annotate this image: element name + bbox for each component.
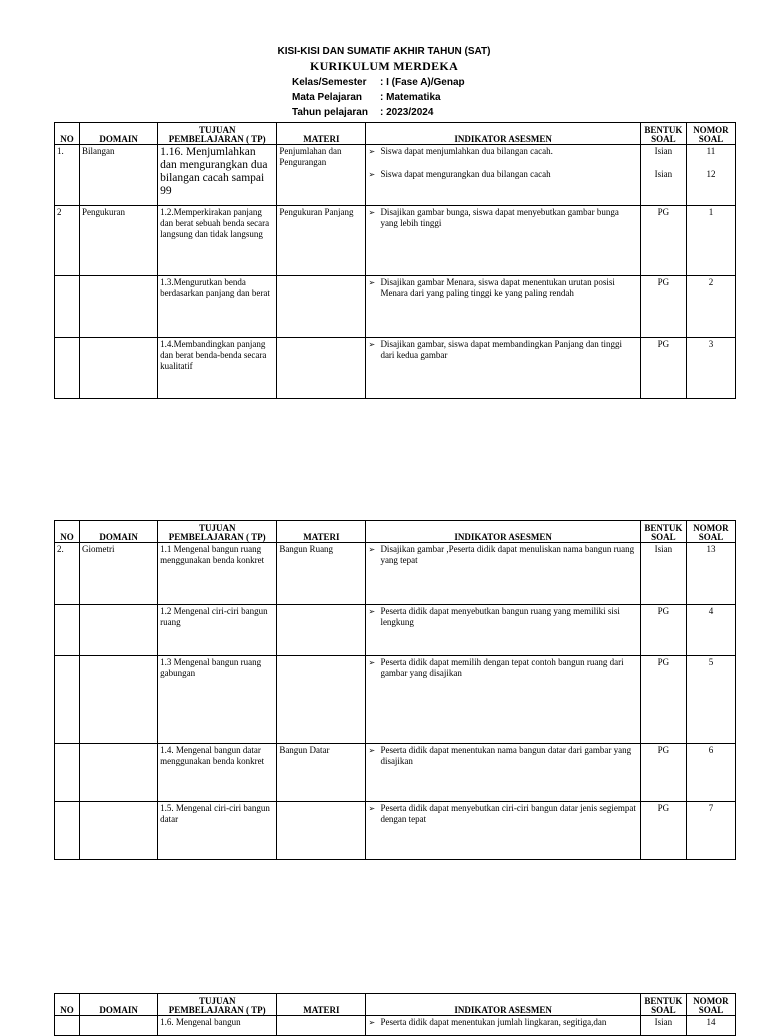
arrow-bullet-icon: ➢ bbox=[368, 545, 376, 554]
indikator-text: Disajikan gambar bunga, siswa dapat menyebutkan gambar bunga yang lebih tinggi bbox=[380, 207, 619, 228]
col-tujuan bbox=[158, 994, 277, 1016]
indikator-item bbox=[368, 657, 637, 679]
nomor-value: 1 bbox=[708, 207, 714, 217]
col-domain: DOMAIN bbox=[80, 521, 158, 543]
arrow-bullet-icon: ➢ bbox=[368, 1018, 376, 1027]
cell-nomor bbox=[686, 744, 735, 802]
cell-tujuan: 1.4.Membandingkan panjang dan berat benda-benda secara kualitatif bbox=[158, 338, 277, 399]
cell-nomor bbox=[686, 656, 735, 744]
arrow-bullet-icon: ➢ bbox=[368, 746, 376, 755]
cell-no: 1. bbox=[55, 145, 80, 206]
arrow-bullet-icon: ➢ bbox=[368, 804, 376, 813]
bentuk-value: PG bbox=[657, 606, 670, 616]
nomor-value: 4 bbox=[708, 606, 714, 616]
indikator-item bbox=[368, 745, 637, 767]
arrow-bullet-icon: ➢ bbox=[368, 340, 376, 349]
bentuk-value: PG bbox=[657, 803, 670, 813]
col-nomor-line2: SOAL bbox=[698, 1005, 724, 1015]
cell-no bbox=[55, 605, 80, 656]
col-bentuk-line1: BENTUK bbox=[644, 523, 683, 533]
cell-indikator bbox=[366, 206, 640, 276]
cell-domain: Giometri bbox=[80, 543, 158, 605]
meta-value: : I (Fase A)/Genap bbox=[380, 77, 465, 88]
indikator-item bbox=[368, 606, 637, 628]
cell-domain bbox=[80, 605, 158, 656]
cell-tujuan: 1.4. Mengenal bangun datar menggunakan benda konkret bbox=[158, 744, 277, 802]
meta-value: : 2023/2024 bbox=[380, 107, 434, 118]
cell-no bbox=[55, 744, 80, 802]
cell-indikator bbox=[366, 145, 640, 206]
cell-nomor bbox=[686, 543, 735, 605]
col-bentuk-line2: SOAL bbox=[651, 134, 676, 144]
cell-materi: Bangun Ruang bbox=[277, 543, 366, 605]
cell-tujuan: 1.5. Mengenal ciri-ciri bangun datar bbox=[158, 802, 277, 860]
indikator-text: Siswa dapat mengurangkan dua bilangan cacah bbox=[380, 169, 551, 179]
col-bentuk bbox=[640, 123, 686, 145]
indikator-text: Peserta didik dapat menyebutkan ciri-ciri bangun datar jenis segiempat dengan tepat bbox=[380, 803, 636, 824]
cell-indikator bbox=[366, 605, 640, 656]
bentuk-value: Isian bbox=[654, 169, 673, 179]
col-bentuk-line2: SOAL bbox=[651, 1005, 676, 1015]
cell-nomor bbox=[686, 802, 735, 860]
col-nomor-line2: SOAL bbox=[698, 532, 724, 542]
cell-domain: Bilangan bbox=[80, 145, 158, 206]
indikator-text: Siswa dapat menjumlahkan dua bilangan cacah. bbox=[380, 146, 553, 156]
cell-tujuan: 1.16. Menjumlahkan dan mengurangkan dua bilangan cacah sampai 99 bbox=[158, 145, 277, 206]
arrow-bullet-icon: ➢ bbox=[368, 208, 376, 217]
nomor-value: 11 bbox=[706, 146, 716, 156]
cell-bentuk bbox=[640, 656, 686, 744]
table-row bbox=[55, 145, 736, 206]
kisi-kisi-table-2 bbox=[54, 520, 736, 860]
cell-nomor bbox=[686, 276, 735, 338]
cell-no: 2. bbox=[55, 543, 80, 605]
indikator-item bbox=[368, 1017, 637, 1028]
indikator-text: Disajikan gambar ,Peserta didik dapat menuliskan nama bangun ruang yang tepat bbox=[380, 544, 635, 565]
meta-label: Tahun pelajaran bbox=[292, 107, 368, 118]
col-nomor bbox=[686, 123, 735, 145]
cell-no bbox=[55, 656, 80, 744]
col-bentuk-line2: SOAL bbox=[651, 532, 676, 542]
header-row bbox=[55, 521, 736, 543]
indikator-item bbox=[368, 339, 637, 361]
meta-tahun bbox=[292, 107, 433, 121]
nomor-value: 12 bbox=[706, 169, 716, 179]
table-row bbox=[55, 656, 736, 744]
indikator-text: Peserta didik dapat menentukan nama bangun datar dari gambar yang disajikan bbox=[380, 745, 632, 766]
col-nomor-line2: SOAL bbox=[698, 134, 724, 144]
cell-domain bbox=[80, 656, 158, 744]
cell-indikator bbox=[366, 1016, 640, 1036]
col-no: NO bbox=[55, 994, 80, 1016]
col-indikator: INDIKATOR ASESMEN bbox=[366, 123, 640, 145]
cell-tujuan: 1.3 Mengenal bangun ruang gabungan bbox=[158, 656, 277, 744]
cell-domain bbox=[80, 744, 158, 802]
cell-bentuk bbox=[640, 802, 686, 860]
indikator-item bbox=[368, 207, 637, 229]
col-nomor bbox=[686, 521, 735, 543]
meta-kelas bbox=[292, 77, 465, 91]
cell-materi bbox=[277, 338, 366, 399]
col-nomor-line1: NOMOR bbox=[693, 996, 729, 1006]
col-no: NO bbox=[55, 521, 80, 543]
cell-bentuk bbox=[640, 276, 686, 338]
cell-bentuk bbox=[640, 605, 686, 656]
meta-label: Kelas/Semester bbox=[292, 77, 367, 88]
indikator-text: Disajikan gambar Menara, siswa dapat menentukan urutan posisi Menara dari yang paling tinggi ke yang paling rendah bbox=[380, 277, 615, 298]
cell-indikator bbox=[366, 802, 640, 860]
table-row bbox=[55, 744, 736, 802]
cell-tujuan: 1.3.Mengurutkan benda berdasarkan panjang dan berat bbox=[158, 276, 277, 338]
cell-indikator bbox=[366, 276, 640, 338]
nomor-value: 14 bbox=[706, 1017, 716, 1027]
header-row bbox=[55, 994, 736, 1016]
cell-materi: Pengukuran Panjang bbox=[277, 206, 366, 276]
cell-bentuk bbox=[640, 206, 686, 276]
arrow-bullet-icon: ➢ bbox=[368, 607, 376, 616]
cell-indikator bbox=[366, 338, 640, 399]
cell-materi bbox=[277, 1016, 366, 1036]
col-tujuan-line2: PEMBELAJARAN ( TP) bbox=[168, 1005, 266, 1015]
cell-tujuan: 1.6. Mengenal bangun bbox=[158, 1016, 277, 1036]
cell-no bbox=[55, 1016, 80, 1036]
table-row bbox=[55, 543, 736, 605]
cell-bentuk bbox=[640, 543, 686, 605]
arrow-bullet-icon: ➢ bbox=[368, 170, 376, 179]
col-materi: MATERI bbox=[277, 994, 366, 1016]
nomor-value: 3 bbox=[708, 339, 714, 349]
cell-bentuk bbox=[640, 1016, 686, 1036]
col-tujuan-line2: PEMBELAJARAN ( TP) bbox=[168, 134, 266, 144]
col-tujuan bbox=[158, 521, 277, 543]
bentuk-value: Isian bbox=[654, 146, 673, 156]
cell-domain: Pengukuran bbox=[80, 206, 158, 276]
cell-nomor bbox=[686, 145, 735, 206]
col-no: NO bbox=[55, 123, 80, 145]
table-row bbox=[55, 1016, 736, 1036]
table-row bbox=[55, 206, 736, 276]
cell-indikator bbox=[366, 543, 640, 605]
meta-label: Mata Pelajaran bbox=[292, 92, 363, 103]
col-indikator: INDIKATOR ASESMEN bbox=[366, 994, 640, 1016]
bentuk-value: Isian bbox=[654, 1017, 673, 1027]
cell-nomor bbox=[686, 605, 735, 656]
bentuk-value: PG bbox=[657, 277, 670, 287]
cell-materi: Bangun Datar bbox=[277, 744, 366, 802]
col-tujuan-line1: TUJUAN bbox=[198, 523, 236, 533]
cell-domain bbox=[80, 338, 158, 399]
arrow-bullet-icon: ➢ bbox=[368, 278, 376, 287]
kisi-kisi-table-3 bbox=[54, 993, 736, 1036]
bentuk-value: PG bbox=[657, 339, 670, 349]
nomor-value: 7 bbox=[708, 803, 714, 813]
col-tujuan-line2: PEMBELAJARAN ( TP) bbox=[168, 532, 266, 542]
indikator-item bbox=[368, 169, 637, 180]
arrow-bullet-icon: ➢ bbox=[368, 658, 376, 667]
cell-nomor bbox=[686, 338, 735, 399]
header-row bbox=[55, 123, 736, 145]
col-bentuk bbox=[640, 994, 686, 1016]
col-materi: MATERI bbox=[277, 123, 366, 145]
cell-no: 2 bbox=[55, 206, 80, 276]
col-bentuk-line1: BENTUK bbox=[644, 996, 683, 1006]
indikator-item bbox=[368, 544, 637, 566]
cell-materi bbox=[277, 276, 366, 338]
nomor-value: 13 bbox=[706, 544, 716, 554]
cell-domain bbox=[80, 276, 158, 338]
table-row bbox=[55, 802, 736, 860]
indikator-text: Disajikan gambar, siswa dapat membandingkan Panjang dan tinggi dari kedua gambar bbox=[380, 339, 623, 360]
indikator-text: Peserta didik dapat menentukan jumlah lingkaran, segitiga,dan bbox=[380, 1017, 607, 1027]
col-domain: DOMAIN bbox=[80, 994, 158, 1016]
indikator-item bbox=[368, 146, 637, 157]
indikator-text: Peserta didik dapat memilih dengan tepat contoh bangun ruang dari gambar yang disajikan bbox=[380, 657, 624, 678]
table-row bbox=[55, 338, 736, 399]
col-indikator: INDIKATOR ASESMEN bbox=[366, 521, 640, 543]
col-domain: DOMAIN bbox=[80, 123, 158, 145]
cell-bentuk bbox=[640, 145, 686, 206]
col-nomor bbox=[686, 994, 735, 1016]
col-bentuk bbox=[640, 521, 686, 543]
cell-nomor bbox=[686, 1016, 735, 1036]
cell-nomor bbox=[686, 206, 735, 276]
cell-tujuan: 1.2 Mengenal ciri-ciri bangun ruang bbox=[158, 605, 277, 656]
col-nomor-line1: NOMOR bbox=[693, 125, 729, 135]
indikator-item bbox=[368, 277, 637, 299]
col-materi: MATERI bbox=[277, 521, 366, 543]
nomor-value: 6 bbox=[708, 745, 714, 755]
indikator-text: Peserta didik dapat menyebutkan bangun ruang yang memiliki sisi lengkung bbox=[380, 606, 620, 627]
cell-tujuan: 1.1 Mengenal bangun ruang menggunakan benda konkret bbox=[158, 543, 277, 605]
col-nomor-line1: NOMOR bbox=[693, 523, 729, 533]
cell-tujuan: 1.2.Memperkirakan panjang dan berat sebuah benda secara langsung dan tidak langsung bbox=[158, 206, 277, 276]
col-tujuan bbox=[158, 123, 277, 145]
col-tujuan-line1: TUJUAN bbox=[198, 996, 236, 1006]
cell-materi bbox=[277, 802, 366, 860]
kisi-kisi-table-1 bbox=[54, 122, 736, 399]
cell-indikator bbox=[366, 744, 640, 802]
nomor-value: 5 bbox=[708, 657, 714, 667]
indikator-item bbox=[368, 803, 637, 825]
document-subtitle: KURIKULUM MERDEKA bbox=[309, 59, 459, 73]
cell-domain bbox=[80, 1016, 158, 1036]
cell-bentuk bbox=[640, 744, 686, 802]
bentuk-value: PG bbox=[657, 657, 670, 667]
cell-no bbox=[55, 802, 80, 860]
table-row bbox=[55, 605, 736, 656]
document-title: KISI-KISI DAN SUMATIF AKHIR TAHUN (SAT) bbox=[277, 46, 491, 57]
bentuk-value: PG bbox=[657, 745, 670, 755]
table-row bbox=[55, 276, 736, 338]
cell-no bbox=[55, 338, 80, 399]
nomor-value: 2 bbox=[708, 277, 714, 287]
cell-bentuk bbox=[640, 338, 686, 399]
cell-materi bbox=[277, 656, 366, 744]
cell-domain bbox=[80, 802, 158, 860]
cell-no bbox=[55, 276, 80, 338]
cell-indikator bbox=[366, 656, 640, 744]
col-tujuan-line1: TUJUAN bbox=[198, 125, 236, 135]
meta-value: : Matematika bbox=[380, 92, 441, 103]
meta-mapel bbox=[292, 92, 441, 106]
col-bentuk-line1: BENTUK bbox=[644, 125, 683, 135]
arrow-bullet-icon: ➢ bbox=[368, 147, 376, 156]
bentuk-value: PG bbox=[657, 207, 670, 217]
cell-materi bbox=[277, 605, 366, 656]
cell-materi: Penjumlahan dan Pengurangan bbox=[277, 145, 366, 206]
bentuk-value: Isian bbox=[654, 544, 673, 554]
